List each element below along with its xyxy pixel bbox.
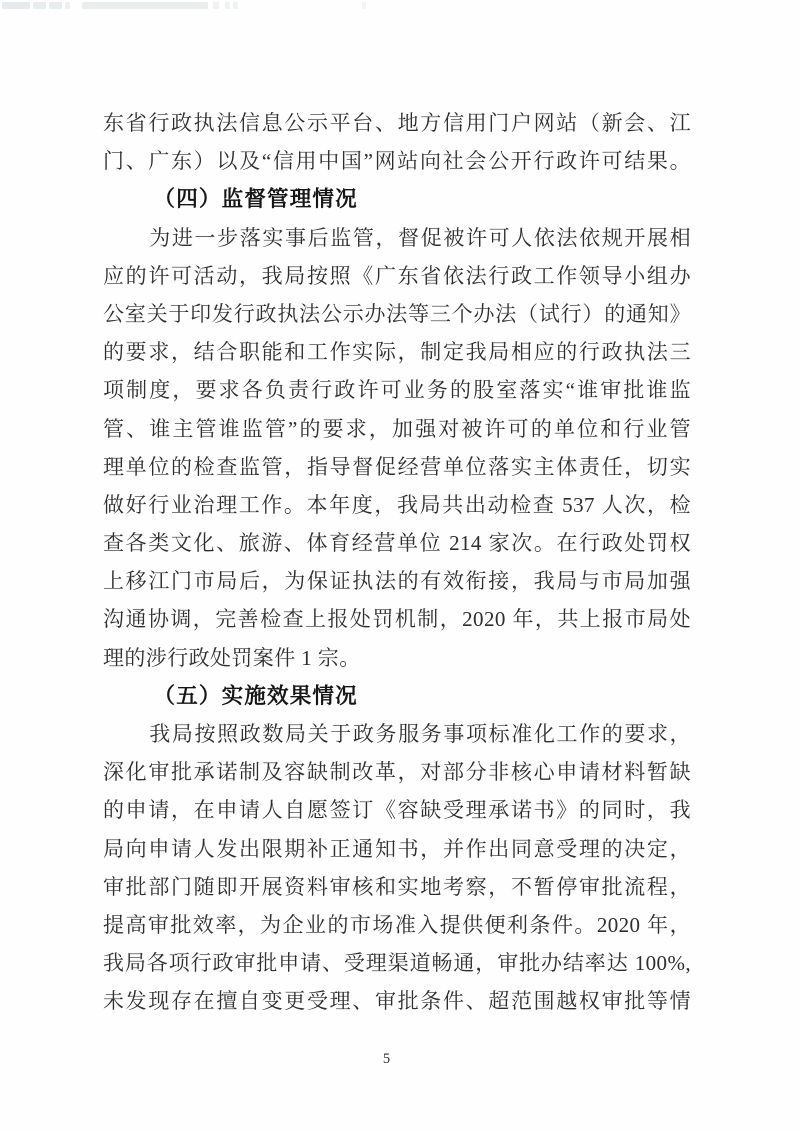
text-line: 应的许可活动，我局按照《广东省依法行政工作领导小组办 bbox=[103, 263, 691, 288]
scan-artifact bbox=[65, 2, 70, 9]
text-line: 查各类文化、旅游、体育经营单位 214 家次。在行政处罚权 bbox=[103, 531, 691, 556]
text-line: 理单位的检查监管，指导督促经营单位落实主体责任，切实 bbox=[103, 454, 691, 479]
document-body bbox=[103, 104, 691, 1021]
scan-artifact bbox=[233, 2, 238, 9]
section-heading: （五）实施效果情况 bbox=[153, 683, 358, 708]
text-line: 的要求，结合职能和工作实际，制定我局相应的行政执法三 bbox=[103, 340, 691, 365]
text-line: 局向申请人发出限期补正通知书，并作出同意受理的决定， bbox=[103, 836, 691, 861]
text-line: 为进一步落实事后监管，督促被许可人依法依规开展相 bbox=[149, 225, 691, 250]
text-line: 沟通协调，完善检查上报处罚机制，2020 年，共上报市局处 bbox=[103, 607, 691, 632]
scan-artifact bbox=[225, 2, 230, 9]
section-heading: （四）监督管理情况 bbox=[153, 187, 358, 212]
text-line: 未发现存在擅自变更受理、审批条件、超范围越权审批等情 bbox=[103, 989, 691, 1014]
text-line: 审批部门随即开展资料审核和实地考察，不暂停审批流程， bbox=[103, 874, 691, 899]
text-line: 我局按照政数局关于政务服务事项标准化工作的要求， bbox=[149, 722, 691, 746]
text-line: 我局各项行政审批申请、受理渠道畅通，审批办结率达 100%, bbox=[103, 951, 691, 976]
scan-artifact bbox=[213, 2, 219, 9]
scan-artifact bbox=[49, 2, 62, 9]
text-line: 东省行政执法信息公示平台、地方信用门户网站（新会、江 bbox=[103, 111, 691, 135]
scan-artifact bbox=[2, 2, 30, 9]
text-line: 项制度，要求各负责行政许可业务的股室落实“谁审批谁监 bbox=[103, 378, 691, 403]
scan-artifact bbox=[362, 2, 366, 9]
text-line: 管、谁主管谁监管”的要求，加强对被许可的单位和行业管 bbox=[103, 416, 691, 441]
text-line: 的申请，在申请人自愿签订《容缺受理承诺书》的同时，我 bbox=[103, 798, 691, 823]
scan-artifact bbox=[82, 2, 208, 9]
text-line: 理的涉行政处罚案件 1 宗。 bbox=[103, 645, 361, 670]
text-line: 提高审批效率，为企业的市场准入提供便利条件。2020 年， bbox=[103, 912, 691, 937]
page-number: 5 bbox=[382, 1051, 391, 1067]
text-line: 做好行业治理工作。本年度，我局共出动检查 537 人次，检 bbox=[103, 492, 691, 517]
scan-artifact bbox=[33, 2, 46, 9]
text-line: 上移江门市局后，为保证执法的有效衔接，我局与市局加强 bbox=[103, 569, 691, 594]
text-line: 深化审批承诺制及容缺制改革，对部分非核心申请材料暂缺 bbox=[103, 760, 691, 785]
text-line: 门、广东）以及“信用中国”网站向社会公开行政许可结果。 bbox=[103, 149, 691, 174]
text-line: 公室关于印发行政执法公示办法等三个办法（试行）的通知》 bbox=[103, 301, 691, 326]
